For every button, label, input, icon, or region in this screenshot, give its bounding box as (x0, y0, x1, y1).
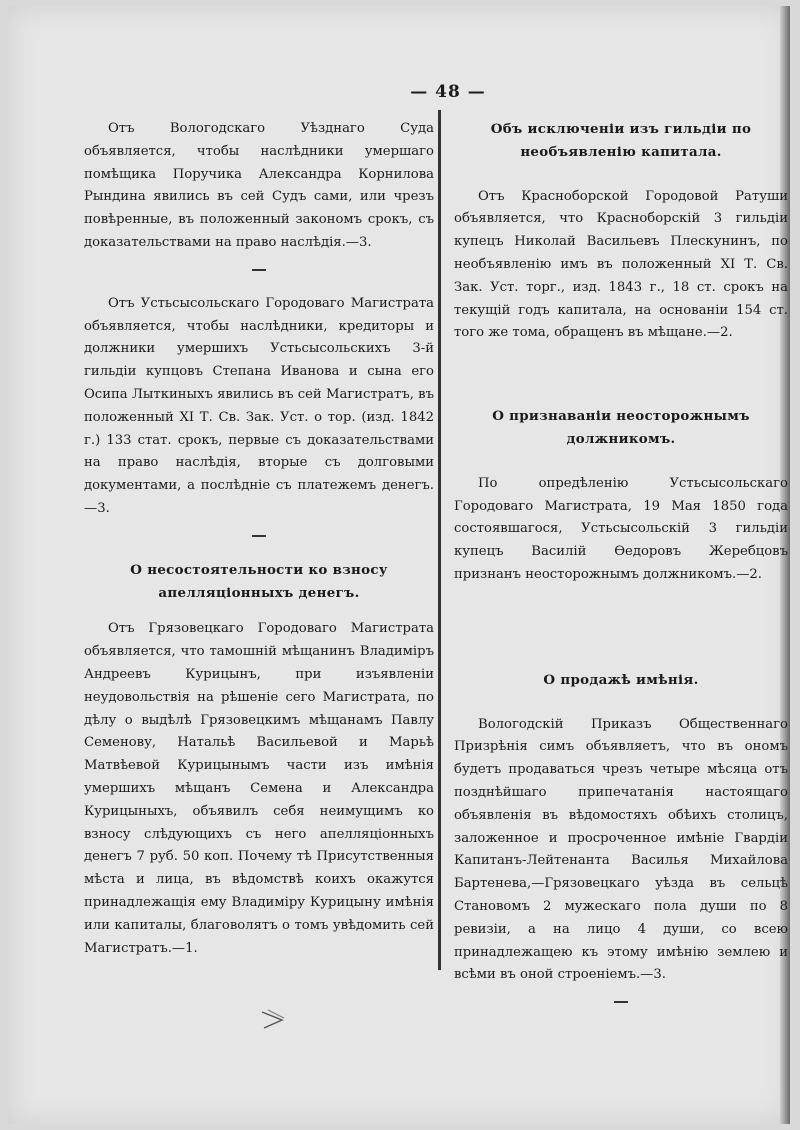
notice-vologda-court: Отъ Вологодскаго Уѣзднаго Суда объявляется, чтобы наслѣдники умершаго помѣщика Поручика Александра Корнилова Рындина явились въ сей Судъ сами, или чрезъ повѣренные, въ положенный закономъ срокъ, съ доказательствами на право наслѣдія.—3. (84, 121, 434, 250)
notice-vologda-prikaz-sale: Вологодскій Приказъ Общественнаго Призрѣнія симъ объявляетъ, что въ ономъ будетъ продаваться чрезъ четыре мѣсяца отъ позднѣйшаго припечатанія настоящаго объявленія въ вѣдомостяхъ обѣихъ столицъ, заложенное и просроченное имѣніе Гвардіи Капитанъ-Лейтенанта Василья Михайлова Бартенева,—Грязовецкаго уѣзда въ сельцѣ Становомъ 2 мужескаго пола души по 8 ревизіи, а на лицо 4 души, со всею принадлежащею къ этому имѣнію землею и всѣми въ оной строеніемъ.—3. (454, 716, 788, 983)
notice-ustsysolsk-debtor: По опредѣленію Устьсысольскаго Городоваго Магистрата, 19 Мая 1850 года состоявшагося, Устьсысольскій 3 гильдіи купецъ Василій Ѳедоровъ Жеребцовъ признанъ неосторожнымъ должникомъ.—2. (454, 475, 788, 582)
section-separator (252, 535, 266, 537)
heading-guild-exclusion: Объ исключеніи изъ гильдіи по необъявленію капитала. (490, 121, 752, 160)
column-divider (438, 110, 441, 970)
notice-ustsysolsk-magistrate-heirs: Отъ Устьсысольскаго Городоваго Магистрата объявляется, чтобы наслѣдники, кредиторы и должники умершихъ Устьсысольскихъ 3-й гильдіи купцовъ Степана Иванова и сына его Осипа Лыткиныхъ явились въ сей Магистратъ, въ положенный XI Т. Св. Зак. Уст. о тор. (изд. 1842 г.) 133 стат. срокъ, первые съ доказательствами на право наслѣдія, вторые съ долговыми документами, а послѣдніе съ платежемъ денегъ.—3. (84, 295, 434, 516)
page-number: — 48 — (410, 82, 486, 102)
ink-mark-icon (260, 1008, 286, 1030)
section-separator (252, 269, 266, 271)
section-separator (614, 1001, 628, 1003)
newspaper-page (8, 6, 790, 1124)
heading-estate-sale: О продажѣ имѣнія. (543, 671, 699, 688)
left-column (84, 118, 434, 960)
notice-krasnoborsk-ratusha: Отъ Красноборской Городовой Ратуши объявляется, что Красноборскій 3 гильдіи купецъ Николай Васильевъ Плескунинъ, по необъявленію имъ въ положенный XI Т. Св. Зак. Уст. торг., изд. 1843 г., 18 ст. срокъ на текущій годъ капитала, на основаніи 154 ст. того же тома, обращенъ въ мѣщане.—2. (454, 188, 788, 341)
notice-gryazovets-magistrate: Отъ Грязовецкаго Городоваго Магистрата объявляется, что тамошній мѣщанинъ Владиміръ Андреевъ Курицынъ, при изъявленіи неудовольствія на рѣшеніе сего Магистрата, по дѣлу о выдѣлѣ Грязовецкимъ мѣщанамъ Павлу Семенову, Натальѣ Васильевой и Марьѣ Матвѣевой Курицынымъ части изъ имѣнія умершихъ мѣщанъ Семена и Александра Курицыныхъ, объявилъ себя неимущимъ ко взносу слѣдующихъ съ него апелляціонныхъ денегъ 7 руб. 50 коп. Почему тѣ Присутственныя мѣста и лица, въ вѣдомствѣ коихъ окажутся принадлежащія ему Владиміру Курицыну имѣнія или капиталы, благоволятъ о томъ увѣдомить сей Магистратъ.—1. (84, 621, 434, 956)
heading-insolvency-appeal: О несостоятельности ко взносу апелляціонныхъ денегъ. (130, 561, 388, 601)
right-column (454, 118, 788, 1025)
heading-careless-debtor: О признаваніи неосторожнымъ должникомъ. (492, 408, 750, 447)
